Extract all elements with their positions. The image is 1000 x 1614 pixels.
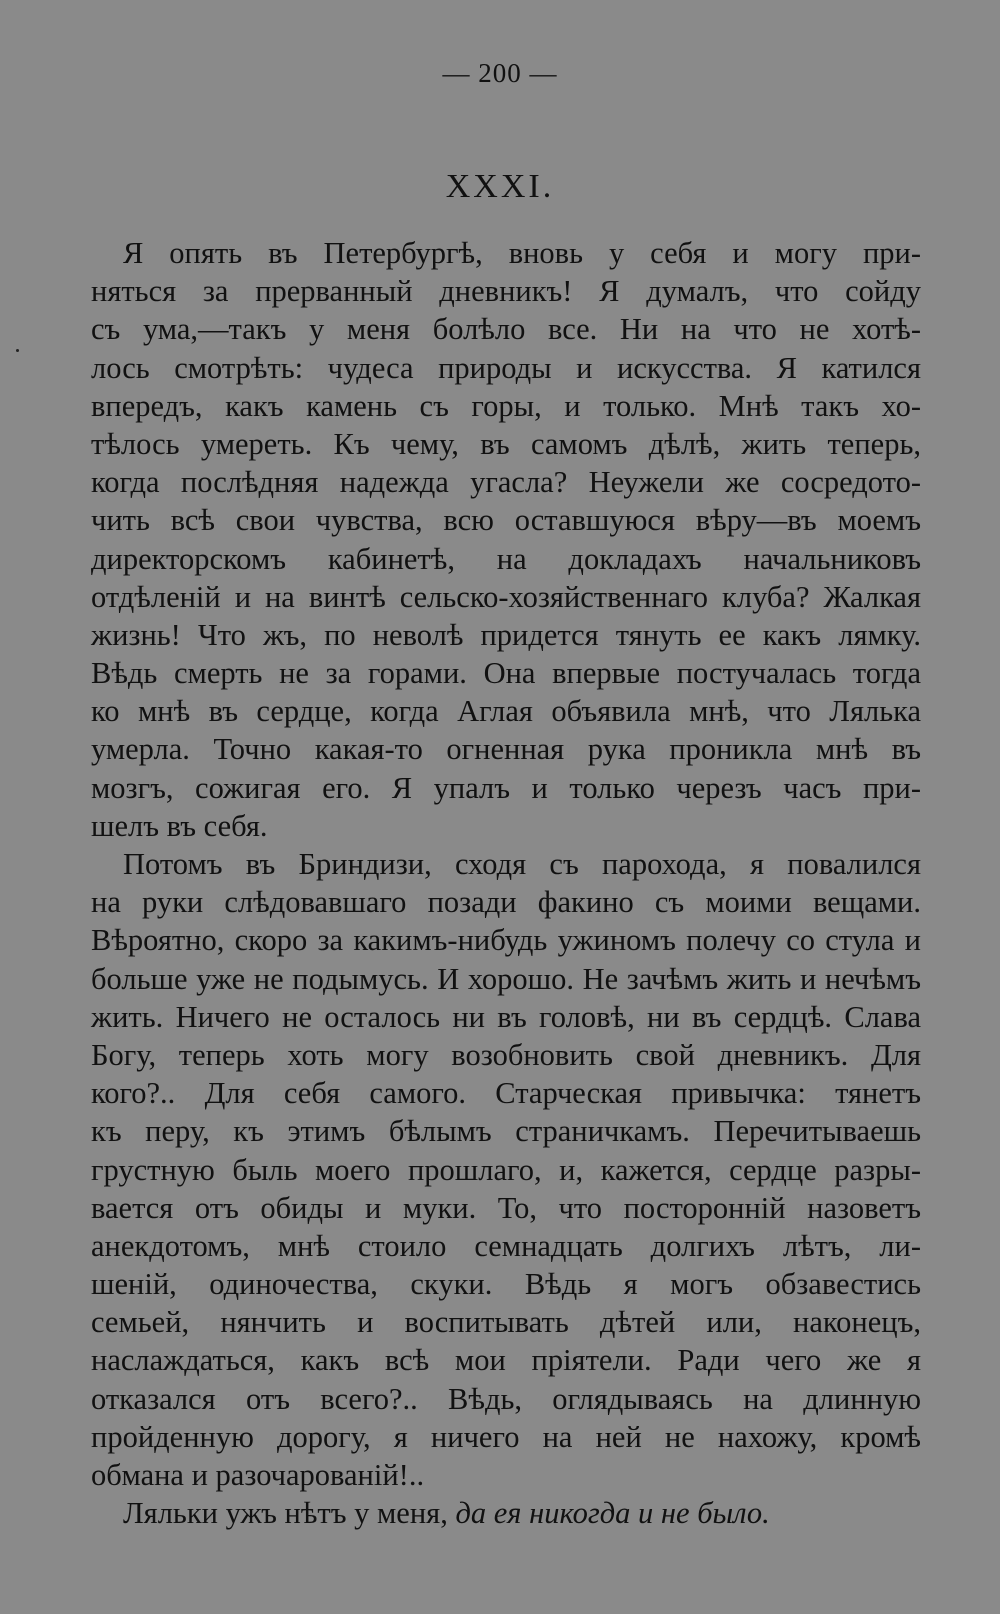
text-line: тѣлось умереть. Къ чему, въ самомъ дѣлѣ, жить теперь, — [91, 426, 921, 461]
text-line: Богу, теперь хоть могу возобновить свой дневникъ. Для — [91, 1037, 921, 1072]
text-line: наслаждаться, какъ всѣ мои пріятели. Ради чего же я — [91, 1343, 921, 1378]
text-line: лось смотрѣть: чудеса природы и искусства. Я катился — [91, 350, 921, 385]
text-line: няться за прерванный дневникъ! Я думалъ, что сойду — [91, 274, 921, 309]
chapter-heading: XXXI. — [445, 168, 555, 205]
text-line: когда послѣдняя надежда угасла? Неужели же сосредото- — [91, 465, 921, 500]
body-text — [91, 234, 921, 1532]
margin-speck — [16, 349, 19, 352]
page-number: — 200 — — [442, 58, 558, 88]
text-line: шеній, одиночества, скуки. Вѣдь я могъ обзавестись — [91, 1267, 921, 1302]
text-line: грустную быль моего прошлаго, и, кажется, сердце разры- — [91, 1152, 921, 1187]
text-line: Потомъ въ Бриндизи, сходя съ парохода, я повалился — [123, 847, 921, 881]
text-line — [91, 1494, 921, 1532]
text-line: жизнь! Что жъ, по неволѣ придется тянуть ее какъ лямку. — [91, 617, 921, 652]
text-line: Я опять въ Петербургѣ, вновь у себя и могу при- — [123, 236, 921, 270]
final-line-italic: да ея никогда и не было. — [455, 1496, 770, 1531]
text-line: впередъ, какъ камень съ горы, и только. Мнѣ такъ хо- — [91, 388, 921, 423]
text-line: жить. Ничего не осталось ни въ головѣ, ни въ сердцѣ. Слава — [91, 999, 921, 1034]
text-line: ко мнѣ въ сердце, когда Аглая объявила мнѣ, что Лялька — [91, 694, 921, 729]
text-line: къ перу, къ этимъ бѣлымъ страничкамъ. Перечитываешь — [91, 1114, 921, 1149]
text-line: съ ума,—такъ у меня болѣло все. Ни на что не хотѣ- — [91, 312, 921, 347]
text-line: на руки слѣдовавшаго позади факино съ моими вещами. — [91, 885, 921, 920]
text-line: пройденную дорогу, я ничего на ней не нахожу, кромѣ — [91, 1419, 921, 1454]
text-line: чить всѣ свои чувства, всю оставшуюся вѣру—въ моемъ — [91, 503, 921, 538]
text-line: директорскомъ кабинетѣ, на докладахъ начальниковъ — [91, 541, 921, 576]
text-line: мозгъ, сожигая его. Я упалъ и только черезъ часъ при- — [91, 770, 921, 805]
text-line: кого?.. Для себя самого. Старческая привычка: тянетъ — [91, 1076, 921, 1111]
text-line: анекдотомъ, мнѣ стоило семнадцать долгихъ лѣтъ, ли- — [91, 1228, 921, 1263]
text-line: Вѣдь смерть не за горами. Она впервые постучалась тогда — [91, 656, 921, 691]
text-line: Вѣроятно, скоро за какимъ-нибудь ужиномъ полечу со стула и — [91, 923, 921, 958]
text-line: вается отъ обиды и муки. То, что посторонній назоветъ — [91, 1190, 921, 1225]
text-line: отказался отъ всего?.. Вѣдь, оглядываясь на длинную — [91, 1381, 921, 1416]
final-line-text: Ляльки ужъ нѣтъ у меня, — [123, 1496, 456, 1531]
text-line: шелъ въ себя. — [91, 808, 268, 843]
text-line: больше уже не подымусь. И хорошо. Не зачѣмъ жить и нечѣмъ — [91, 961, 921, 996]
text-line: отдѣленій и на винтѣ сельско-хозяйственнаго клуба? Жалкая — [91, 579, 921, 614]
text-line: умерла. Точно какая-то огненная рука проникла мнѣ въ — [91, 732, 921, 767]
text-line: обмана и разочарованій!.. — [91, 1458, 425, 1492]
text-line: семьей, нянчить и воспитывать дѣтей или, наконецъ, — [91, 1305, 921, 1340]
